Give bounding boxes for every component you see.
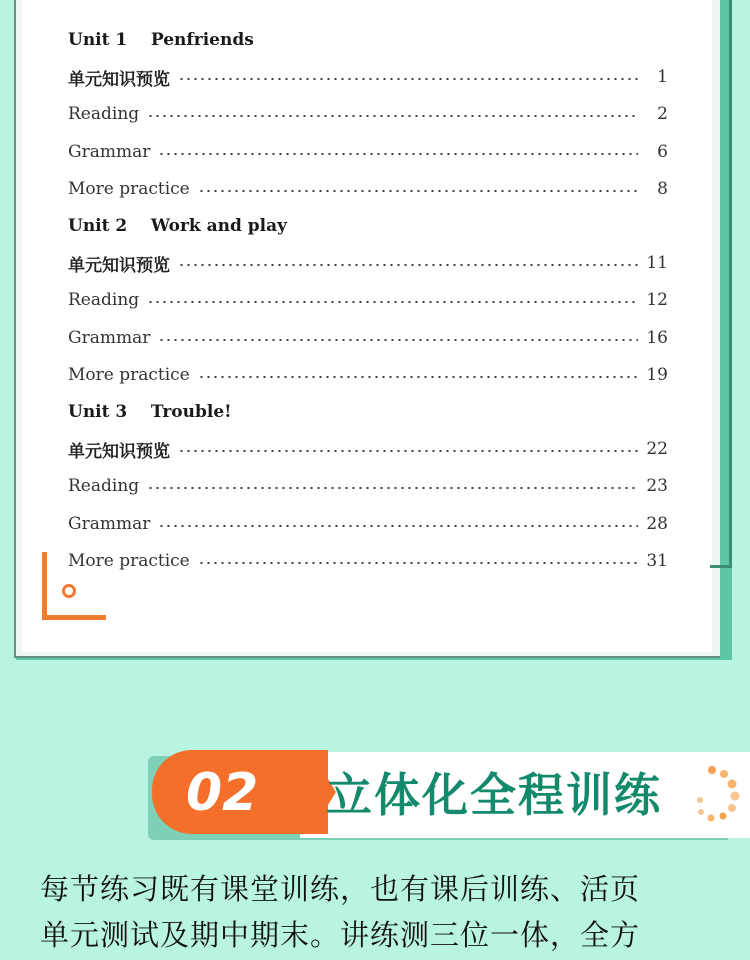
toc-entry[interactable]: [68, 474, 668, 498]
toc-entry-page: 19: [646, 364, 668, 385]
toc-entry[interactable]: [68, 65, 668, 89]
dot-leader: [198, 562, 638, 564]
toc-entry-page: 8: [657, 178, 668, 199]
toc-entry-label: Grammar: [68, 513, 151, 534]
toc-entry-label: Reading: [68, 476, 140, 497]
dot-leader: [178, 78, 638, 80]
toc-entry-label: More practice: [68, 178, 190, 199]
dot-leader: [178, 450, 638, 452]
toc-entry[interactable]: [68, 140, 668, 164]
toc-entry-label: Reading: [68, 104, 140, 125]
toc-entry-page: 22: [646, 439, 668, 460]
section-number: 02: [186, 763, 259, 823]
card-frame-line: [710, 0, 732, 568]
toc-entry[interactable]: [68, 512, 668, 536]
toc-entry-label: 单元知识预览: [68, 441, 170, 462]
toc-entry-page: 12: [646, 290, 668, 311]
toc-entry-page: 16: [646, 327, 668, 348]
toc-entry-label: 单元知识预览: [68, 255, 170, 276]
description-paragraph: [40, 866, 730, 958]
dot-leader: [147, 487, 638, 489]
toc-entry-label: More practice: [68, 550, 190, 571]
toc-entry[interactable]: [68, 288, 668, 312]
unit-title: Unit 1 Penfriends: [68, 30, 254, 50]
dotted-ring-icon: [692, 764, 744, 824]
toc-entry-page: 11: [646, 253, 668, 274]
toc-entry-label: More practice: [68, 364, 190, 385]
toc-entry-page: 28: [646, 513, 668, 534]
toc-entry[interactable]: [68, 326, 668, 350]
toc-entry-page: 1: [657, 67, 668, 88]
toc-entry[interactable]: [68, 251, 668, 275]
toc-entry[interactable]: [68, 363, 668, 387]
toc-entry[interactable]: [68, 177, 668, 201]
paragraph-line-2: 单元测试及期中期末。讲练测三位一体，全方: [40, 918, 641, 952]
toc-entry-page: 23: [646, 476, 668, 497]
toc-entry-label: Reading: [68, 290, 140, 311]
toc-entry-page: 31: [646, 550, 668, 571]
dot-leader: [147, 115, 638, 117]
toc-entry-page: 2: [657, 104, 668, 125]
dot-leader: [147, 301, 638, 303]
dot-leader: [178, 264, 638, 266]
toc-entry-label: 单元知识预览: [68, 69, 170, 90]
toc-entry-label: Grammar: [68, 327, 151, 348]
toc-entry[interactable]: [68, 437, 668, 461]
dot-leader: [158, 525, 638, 527]
unit-title: Unit 3 Trouble!: [68, 402, 232, 422]
dot-leader: [198, 376, 638, 378]
toc-entry[interactable]: [68, 102, 668, 126]
dot-leader: [158, 153, 638, 155]
unit-title: Unit 2 Work and play: [68, 216, 288, 236]
dot-leader: [198, 190, 638, 192]
section-title: 立体化全程训练: [326, 768, 662, 822]
toc-entry[interactable]: [68, 549, 668, 573]
dot-leader: [158, 339, 638, 341]
circle-icon: [62, 584, 76, 598]
toc-entry-page: 6: [657, 141, 668, 162]
toc-entry-label: Grammar: [68, 141, 151, 162]
paragraph-line-1: 每节练习既有课堂训练，也有课后训练、活页: [40, 872, 641, 906]
